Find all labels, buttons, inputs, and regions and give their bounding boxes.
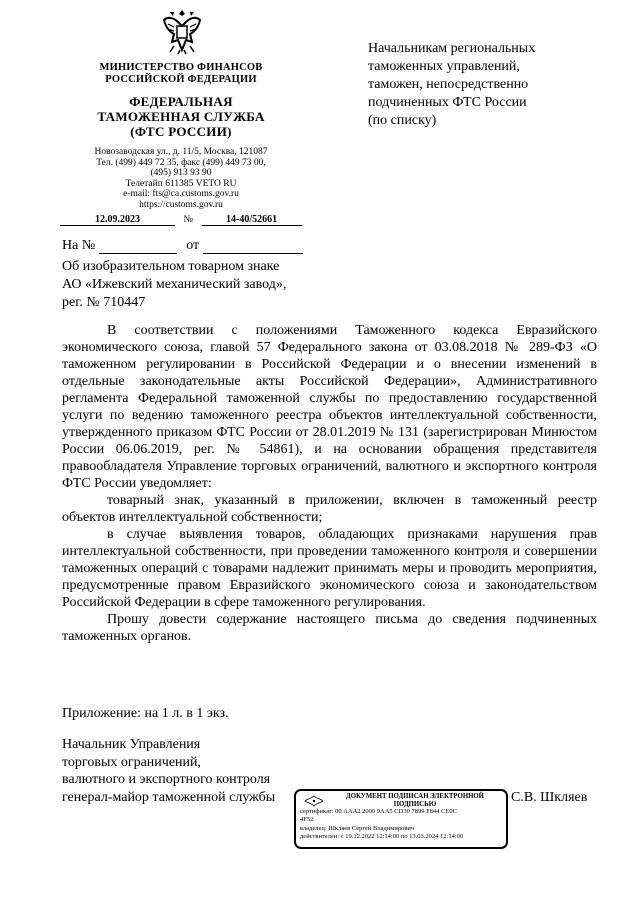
sender-address bbox=[70, 147, 292, 210]
signatory-line: торговых ограничений, bbox=[62, 754, 202, 770]
registration-line bbox=[60, 214, 302, 226]
service-name: ФЕДЕРАЛЬНАЯ bbox=[129, 94, 233, 109]
stamp-title-line: ДОКУМЕНТ ПОДПИСАН ЭЛЕКТРОННОЙ bbox=[346, 793, 484, 800]
emblem-small-icon bbox=[302, 794, 326, 808]
service-abbrev: (ФТС РОССИИ) bbox=[130, 124, 232, 139]
reference-date-label: от bbox=[186, 238, 200, 253]
signatory-block bbox=[62, 736, 302, 806]
double-headed-eagle-emblem-icon bbox=[160, 6, 204, 56]
body-paragraph: Прошу довести содержание настоящего письма до сведения подчиненных таможенных органов. bbox=[62, 612, 597, 644]
subject-line: рег. № 710447 bbox=[62, 295, 146, 310]
recipient-block bbox=[368, 40, 608, 130]
subject-block bbox=[62, 258, 332, 312]
email-line: e-mail: fts@ca.customs.gov.ru bbox=[123, 189, 239, 199]
recipient-line: таможенных управлений, bbox=[368, 59, 520, 74]
body-paragraph: В соответствии с положениями Таможенного кодекса Евразийского экономического союза, главой 57 Федерального закона от 03.08.2018 № 289-ФЗ «О таможенном регулировании в Российской Федерации и о внесении изменений в отдельные законодательные акты Российской Федерации», Административного регламента Федеральной таможенной службы по предоставлению государственной услуги по ведению таможенного реестра объектов интеллектуальной собственности, утвержденного приказом ФТС России от 28.01.2019 № 131 (зарегистрирован Минюстом России 06.06.2019, рег. № 54861), и на основании обращения представителя правообладателя Управление торговых ограничений, валютного и экспортного контроля ФТС России уведомляет: bbox=[62, 323, 597, 491]
body-paragraph: в случае выявления товаров, обладающих признаками нарушения прав интеллектуальной собственности, при проведении таможенного контроля и совершении таможенных операций с товарами надлежит принимать меры и проводить мероприятия, предусмотренные правом Евразийского экономического союза и законодательством Российской Федерации в сфере таможенного регулирования. bbox=[62, 527, 597, 610]
stamp-certificate: сертификат: 00 AAA2 2000 9AA5 CD30 7899 F844 CE0C bbox=[300, 808, 457, 815]
sender-block bbox=[70, 62, 292, 210]
stamp-validity: действителен: с 19.12.2022 12:14:00 по 13.03.2024 12:14:00 bbox=[300, 832, 464, 840]
ministry-name: МИНИСТЕРСТВО ФИНАНСОВ bbox=[99, 62, 263, 73]
signer-name: С.В. Шкляев bbox=[511, 790, 588, 805]
number-sign: № bbox=[183, 214, 194, 225]
registration-number: 14-40/52661 bbox=[202, 214, 302, 226]
reference-line bbox=[62, 238, 303, 254]
reference-date-blank bbox=[203, 239, 303, 254]
stamp-title bbox=[300, 793, 502, 808]
reference-number-label: На № bbox=[62, 238, 96, 253]
recipient-line: таможен, непосредственно bbox=[368, 77, 529, 92]
body-paragraph: товарный знак, указанный в приложении, включен в таможенный реестр объектов интеллектуальной собственности; bbox=[62, 493, 597, 525]
address-line: Новозаводская ул., д. 11/5, Москва, 121087 bbox=[94, 147, 268, 157]
signatory-line: валютного и экспортного контроля bbox=[62, 772, 271, 787]
reference-number-blank bbox=[99, 239, 177, 254]
recipient-line: подчиненных ФТС России bbox=[368, 95, 527, 110]
service-name-2: ТАМОЖЕННАЯ СЛУЖБА bbox=[97, 109, 265, 124]
ministry-name-2: РОССИЙСКОЙ ФЕДЕРАЦИИ bbox=[105, 74, 257, 85]
teletype-line: Телетайп 611385 VETO RU bbox=[125, 178, 237, 189]
registration-date: 12.09.2023 bbox=[60, 214, 175, 226]
signatory-line: Начальник Управления bbox=[62, 737, 201, 752]
recipient-line: (по списку) bbox=[368, 113, 437, 128]
letter-body bbox=[62, 322, 597, 645]
electronic-signature-stamp bbox=[294, 789, 508, 849]
subject-line: Об изобразительном товарном знаке bbox=[62, 259, 280, 274]
subject-line: АО «Ижевский механический завод», bbox=[62, 277, 287, 292]
website-line: https://customs.gov.ru bbox=[139, 199, 223, 210]
phone-line-2: (495) 913 93 90 bbox=[150, 168, 212, 178]
recipient-line: Начальникам региональных bbox=[368, 41, 536, 56]
stamp-certificate-tail: 4F52 bbox=[300, 816, 314, 824]
signatory-line: генерал-майор таможенной службы bbox=[62, 789, 276, 805]
stamp-owner: владелец: Шкляев Сергей Владимирович bbox=[300, 824, 415, 832]
attachment-note: Приложение: на 1 л. в 1 экз. bbox=[62, 706, 229, 721]
phone-line: Тел. (499) 449 72 35, факс (499) 449 73 00, bbox=[96, 157, 266, 168]
stamp-title-line-2: ПОДПИСЬЮ bbox=[393, 800, 437, 808]
